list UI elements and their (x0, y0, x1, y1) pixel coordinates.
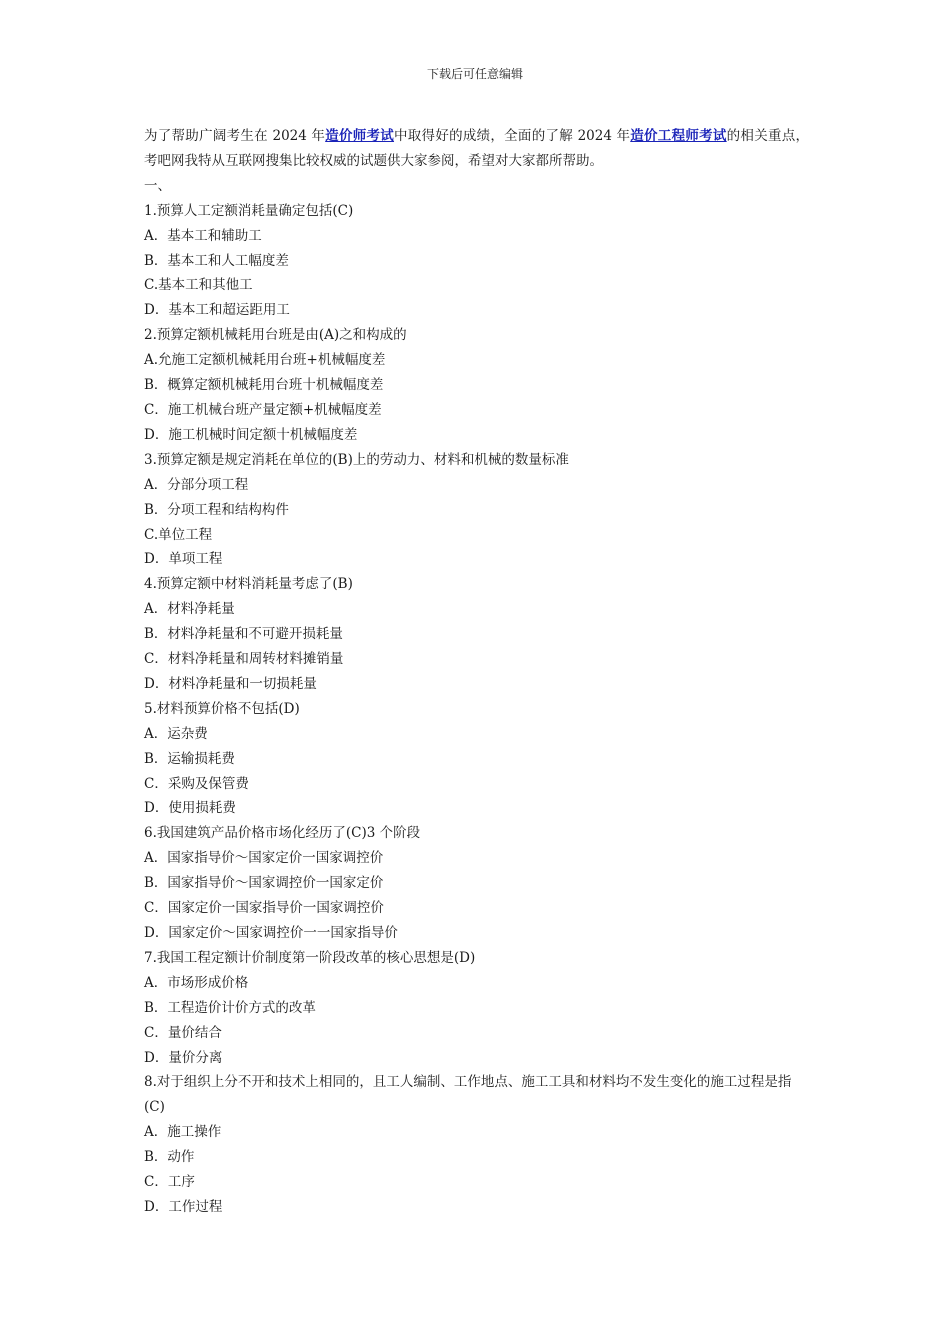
q2-option-c: C．施工机械台班产量定额+机械幅度差 (144, 401, 382, 418)
q6-option-c: C．国家定价一国家指导价一国家调控价 (144, 900, 384, 917)
q8-option-d: D．工作过程 (144, 1198, 223, 1215)
q3-option-d: D．单项工程 (144, 551, 223, 568)
q4-option-b: B．材料净耗量和不可避开损耗量 (144, 626, 343, 643)
q1-option-b: B．基本工和人工幅度差 (144, 252, 289, 269)
q6-option-b: B．国家指导价～国家调控价一国家定价 (144, 875, 384, 892)
q3-option-c: C.单位工程 (144, 526, 213, 543)
intro-paragraph (144, 124, 809, 174)
question-5: 5.材料预算价格不包括(D) (144, 700, 300, 717)
document-body (144, 124, 809, 1220)
page-header-note: 下载后可任意编辑 (426, 67, 523, 81)
link-cost-engineer-exam[interactable]: 造价师考试 (325, 128, 395, 144)
q1-option-a: A．基本工和辅助工 (144, 227, 262, 244)
q3-option-a: A．分部分项工程 (144, 476, 249, 493)
question-8: 8.对于组织上分不开和技术上相同的，且工人编制、工作地点、施工工具和材料均不发生变化的施工过程是指(C) (144, 1074, 792, 1116)
q5-option-d: D．使用损耗费 (144, 800, 236, 817)
q7-option-b: B．工程造价计价方式的改革 (144, 999, 316, 1016)
intro-text-1: 为了帮助广阔考生在 2024 年 (144, 128, 326, 144)
q5-option-c: C．采购及保管费 (144, 775, 249, 792)
q6-option-d: D．国家定价～国家调控价一一国家指导价 (144, 925, 398, 941)
q8-option-a: A．施工操作 (144, 1124, 222, 1141)
question-3: 3.预算定额是规定消耗在单位的(B)上的劳动力、材料和机械的数量标准 (144, 451, 569, 468)
q1-option-d: D．基本工和超运距用工 (144, 302, 290, 319)
q5-option-a: A．运杂费 (144, 725, 208, 742)
intro-text-2: 中取得好的成绩，全面的了解 2024 年 (394, 128, 631, 144)
q3-option-b: B．分项工程和结构构件 (144, 501, 289, 518)
section-heading: 一、 (144, 177, 171, 194)
q6-option-a: A．国家指导价～国家定价一国家调控价 (144, 850, 384, 867)
q8-option-c: C．工序 (144, 1174, 195, 1191)
q2-option-d: D．施工机械时间定额十机械幅度差 (144, 426, 358, 443)
q5-option-b: B．运输损耗费 (144, 750, 235, 767)
q4-option-d: D．材料净耗量和一切损耗量 (144, 675, 317, 692)
q7-option-a: A．市场形成价格 (144, 974, 249, 991)
question-2: 2.预算定额机械耗用台班是由(A)之和构成的 (144, 327, 407, 344)
q4-option-c: C．材料净耗量和周转材料摊销量 (144, 651, 344, 668)
intro-text-3: 的相关重点，考吧网我特从互联网搜集比较权威的试题供大家参阅，希望对大家都所帮助。 (144, 128, 810, 169)
q7-option-d: D．量价分离 (144, 1049, 223, 1066)
q8-option-b: B．动作 (144, 1149, 195, 1166)
question-1: 1.预算人工定额消耗量确定包括(C) (144, 202, 354, 219)
q2-option-a: A.允施工定额机械耗用台班+机械幅度差 (144, 352, 386, 369)
q2-option-b: B．概算定额机械耗用台班十机械幅度差 (144, 377, 384, 394)
question-6: 6.我国建筑产品价格市场化经历了(C)3 个阶段 (144, 825, 421, 842)
q1-option-c: C.基本工和其他工 (144, 277, 253, 294)
q4-option-a: A．材料净耗量 (144, 601, 235, 618)
question-4: 4.预算定额中材料消耗量考虑了(B) (144, 576, 353, 593)
q7-option-c: C．量价结合 (144, 1024, 222, 1041)
link-cost-engineer-exam-full[interactable]: 造价工程师考试 (630, 128, 727, 144)
question-7: 7.我国工程定额计价制度第一阶段改革的核心思想是(D) (144, 949, 476, 966)
